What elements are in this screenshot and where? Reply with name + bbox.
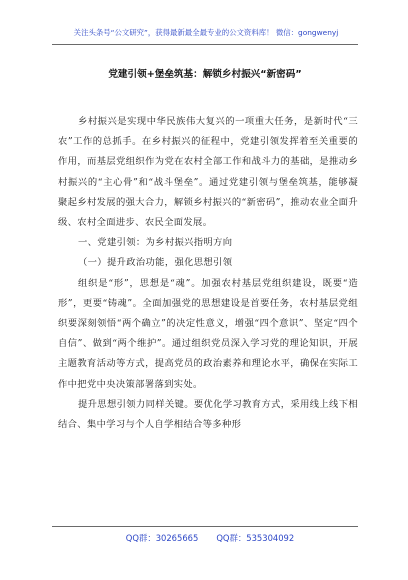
section-heading-1: 一、党建引领：为乡村振兴指明方向 — [78, 237, 233, 249]
subsection-heading-1: （一）提升政治功能，强化思想引领 — [78, 257, 233, 269]
header-banner: 关注头条号“公文研究”，获得最新最全最专业的公文资料库！ 微信：gongwenyj — [73, 28, 339, 37]
paragraph-intro: 乡村振兴是实现中华民族伟大复兴的一项重大任务，是新时代“三农”工作的总抓手。在乡村振兴的征程中，党建引领发挥着至关重要的作用，而基层党组织作为党在农村全部工作和战斗力的基础，是推动乡村振兴的“主心骨”和“战斗堡垒”。通过党建引领与堡垒筑基，能够凝聚起乡村发展的强大合力，解锁乡村振兴的“新密码”，推动农业全面升级、农村全面进步、农民全面发展。 — [58, 116, 358, 229]
paragraph-organization: 组织是“形”，思想是“魂”。加强农村基层党组织建设，既要“造形”，更要“铸魂”。全面加强党的思想建设是首要任务，农村基层党组织要深刻领悟“两个确立”的决定性意义，增强“四个意识”、坚定“四个自信”、做到“两个维护”。通过组织党员深入学习党的理论知识，开展主题教育活动等方式，提高党员的政治素养和理论水平，确保在实际工作中把党中央决策部署落到实处。 — [58, 277, 358, 390]
qq-group-1: QQ群：30265665 — [125, 533, 199, 543]
header-divider — [52, 44, 358, 45]
document-title: 党建引领+堡垒筑基：解锁乡村振兴“新密码” — [108, 69, 302, 80]
document-body — [58, 112, 358, 435]
footer-contact — [110, 532, 310, 544]
qq-group-2: QQ群：535304092 — [216, 533, 295, 543]
paragraph-thought-leadership: 提升思想引领力同样关键。要优化学习教育方式，采用线上线下相结合、集中学习与个人自学相结合等多种形 — [58, 398, 358, 431]
footer-divider — [52, 526, 358, 527]
